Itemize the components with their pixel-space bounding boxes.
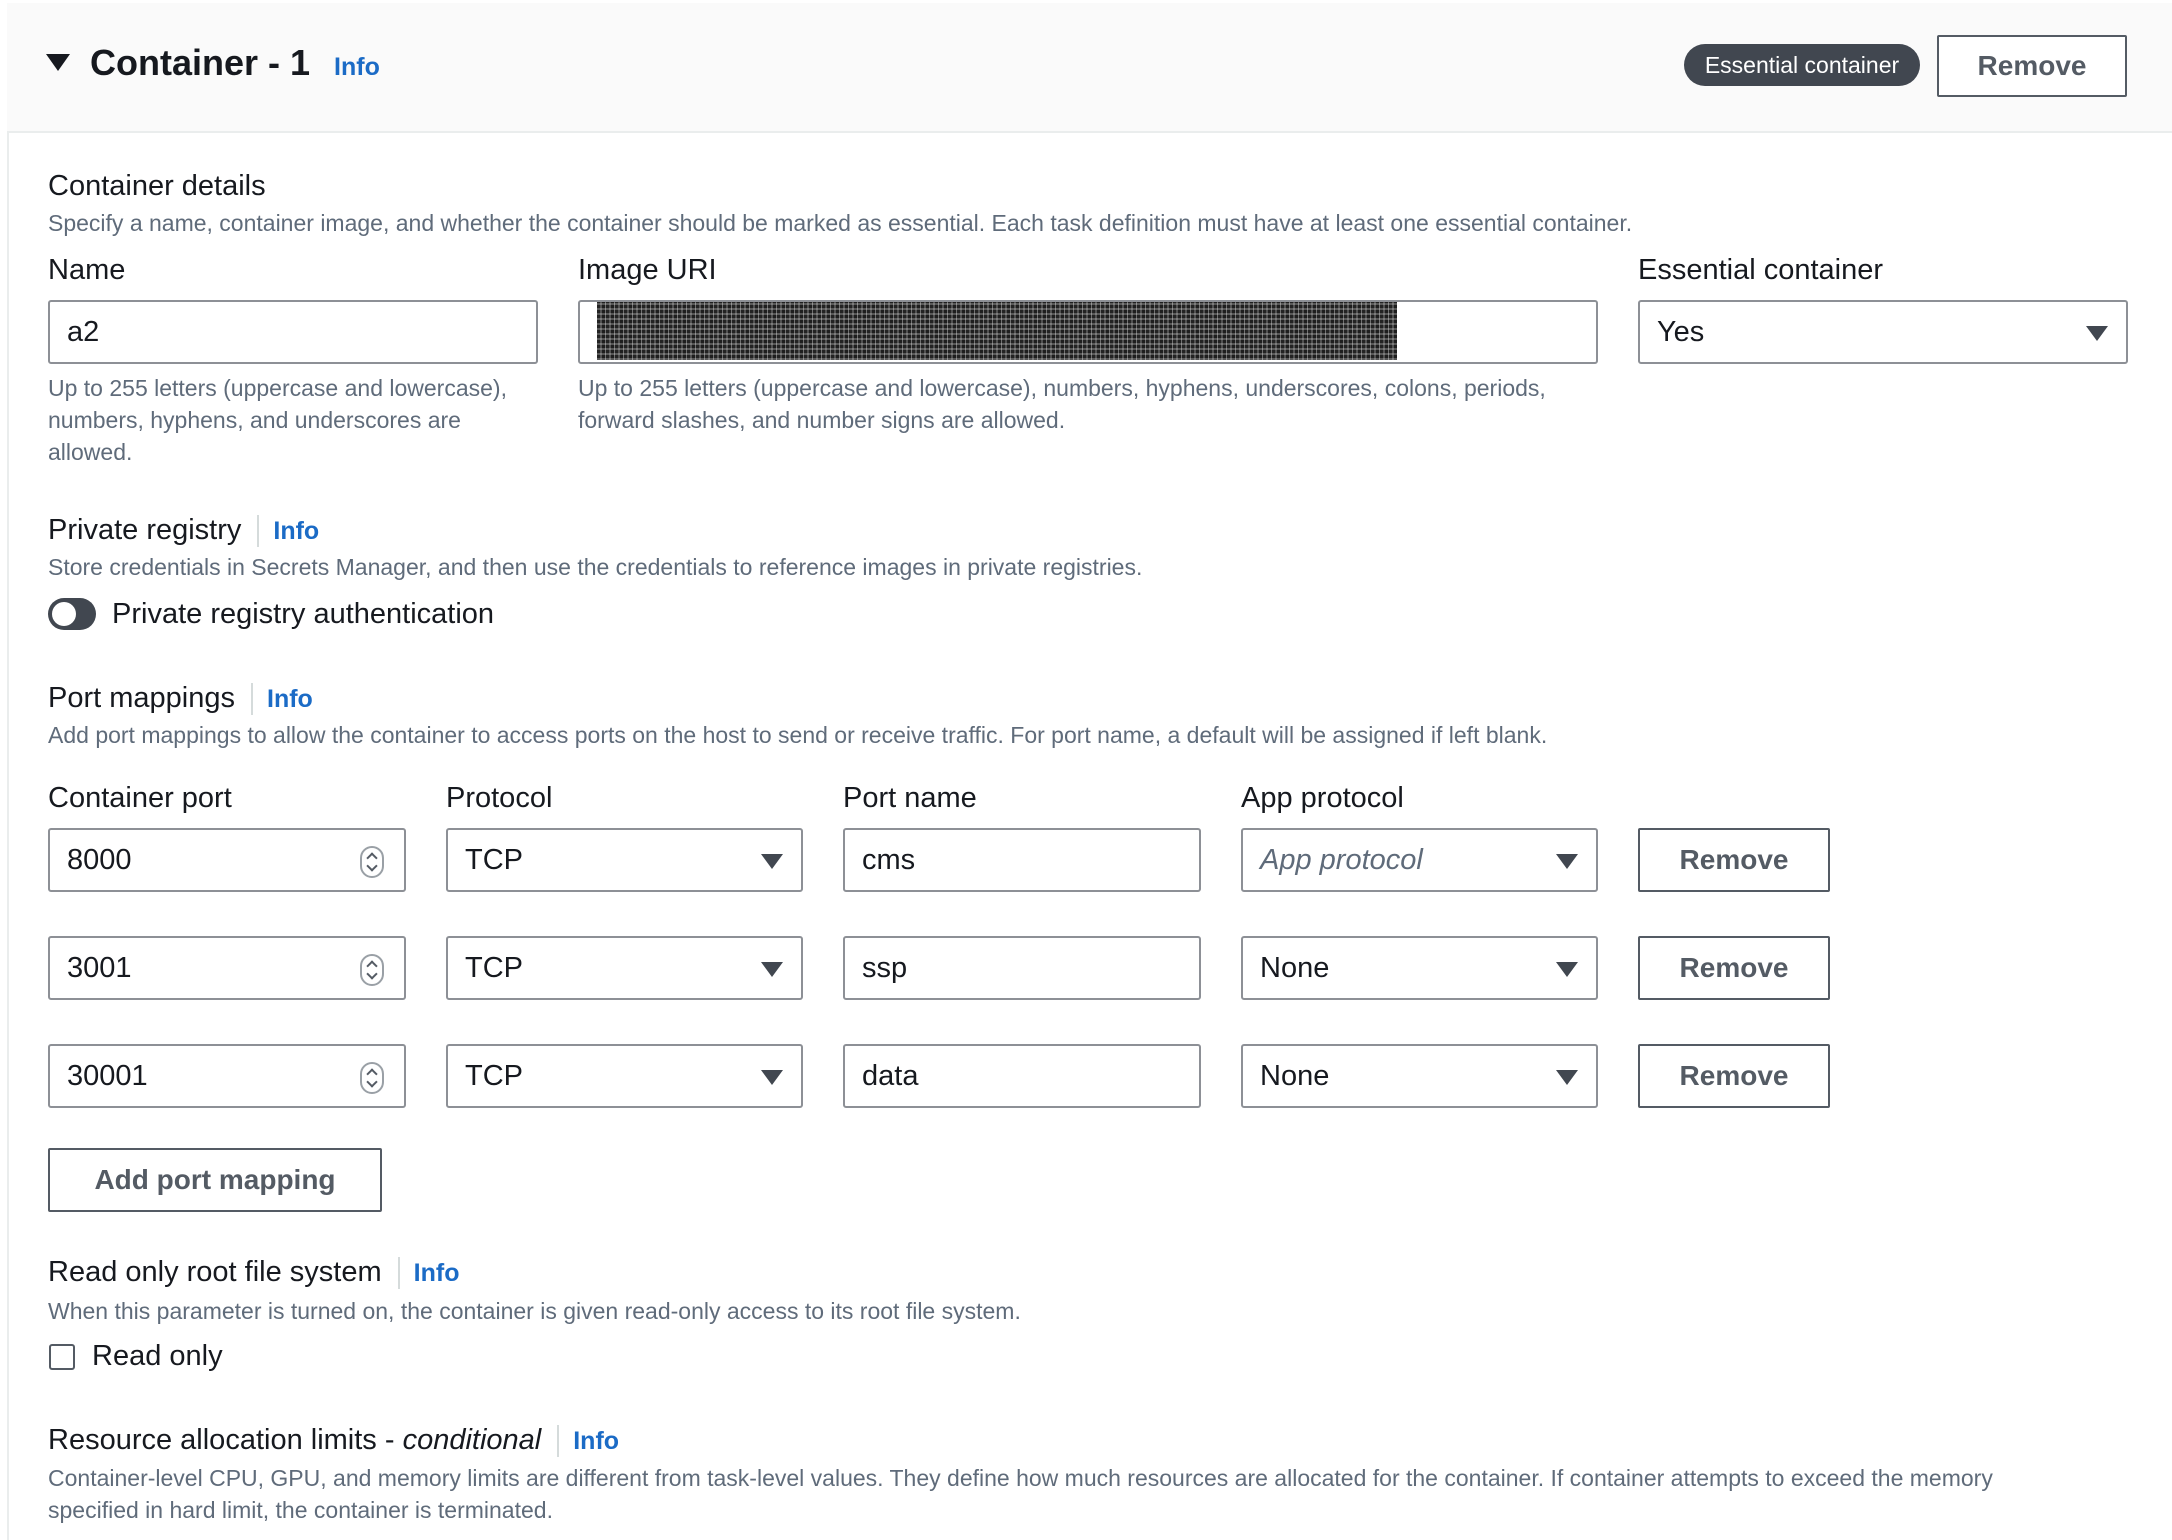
remove-port-mapping-button[interactable]: Remove — [1638, 1044, 1830, 1108]
app-protocol-placeholder: App protocol — [1260, 844, 1423, 876]
app-protocol-select[interactable] — [1241, 936, 1598, 1000]
port-mappings-title — [48, 682, 313, 715]
private-registry-description: Store credentials in Secrets Manager, and then use the credentials to reference images in private registries. — [48, 554, 1143, 580]
app-protocol-value: None — [1260, 1060, 1330, 1092]
collapse-caret-icon[interactable] — [46, 54, 70, 71]
container-port-header: Container port — [48, 782, 232, 814]
app-protocol-select[interactable] — [1241, 1044, 1598, 1108]
container-port-input[interactable] — [48, 828, 406, 892]
read-only-title — [48, 1256, 459, 1289]
stepper-icon[interactable] — [360, 1062, 384, 1094]
resource-limits-title-italic: conditional — [402, 1424, 542, 1456]
essential-container-value: Yes — [1657, 316, 1705, 348]
name-hint-line-3: allowed. — [48, 439, 133, 465]
remove-container-button[interactable]: Remove — [1937, 35, 2127, 97]
image-uri-hint — [578, 372, 1546, 436]
container-port-input[interactable] — [48, 936, 406, 1000]
private-registry-info-link[interactable]: Info — [273, 517, 320, 545]
read-only-title-text: Read only root file system — [48, 1256, 382, 1288]
container-details-description: Specify a name, container image, and whether the container should be marked as essential. Each task definition must have at least one essential container. — [48, 210, 1633, 236]
essential-container-badge: Essential container — [1684, 44, 1920, 86]
port-name-input[interactable]: data — [843, 1044, 1201, 1108]
dropdown-arrow-icon — [761, 962, 783, 977]
read-only-checkbox-label: Read only — [92, 1340, 223, 1372]
app-protocol-select[interactable] — [1241, 828, 1598, 892]
name-input[interactable]: a2 — [48, 300, 538, 364]
image-uri-label: Image URI — [578, 254, 717, 286]
dropdown-arrow-icon — [2086, 326, 2108, 341]
container-title — [90, 42, 380, 84]
title-divider — [398, 1257, 400, 1289]
resource-limits-info-link[interactable]: Info — [573, 1427, 620, 1455]
resource-limits-description-line-2: specified in hard limit, the container is terminated. — [48, 1497, 553, 1523]
port-mappings-info-link[interactable]: Info — [267, 685, 313, 713]
stepper-icon[interactable] — [360, 954, 384, 986]
protocol-select[interactable] — [446, 828, 803, 892]
port-mappings-title-text: Port mappings — [48, 682, 235, 714]
private-registry-title — [48, 514, 319, 547]
dropdown-arrow-icon — [1556, 962, 1578, 977]
image-uri-hint-line-2: forward slashes, and number signs are allowed. — [578, 407, 1066, 433]
dropdown-arrow-icon — [761, 1070, 783, 1085]
port-name-header: Port name — [843, 782, 977, 814]
port-name-input[interactable]: ssp — [843, 936, 1201, 1000]
name-hint-line-2: numbers, hyphens, and underscores are — [48, 407, 461, 433]
protocol-value: TCP — [465, 1060, 523, 1092]
resource-limits-description-line-1: Container-level CPU, GPU, and memory limits are different from task-level values. They define how much resources are allocated for the container. If container attempts to exceed the memory — [48, 1465, 1993, 1491]
resource-limits-description — [48, 1462, 1993, 1526]
protocol-select[interactable] — [446, 1044, 803, 1108]
image-uri-hint-line-1: Up to 255 letters (uppercase and lowercase), numbers, hyphens, underscores, colons, periods, — [578, 375, 1546, 401]
resource-limits-title-text: Resource allocation limits - — [48, 1424, 403, 1456]
protocol-value: TCP — [465, 844, 523, 876]
protocol-select[interactable] — [446, 936, 803, 1000]
app-protocol-header: App protocol — [1241, 782, 1404, 814]
container-details-title: Container details — [48, 170, 266, 202]
remove-port-mapping-button[interactable]: Remove — [1638, 828, 1830, 892]
redacted-image-uri — [597, 302, 1397, 360]
stepper-icon[interactable] — [360, 846, 384, 878]
container-port-input[interactable] — [48, 1044, 406, 1108]
resource-limits-title — [48, 1424, 619, 1457]
essential-container-label: Essential container — [1638, 254, 1884, 286]
title-divider — [251, 683, 253, 715]
essential-container-select[interactable] — [1638, 300, 2128, 364]
protocol-value: TCP — [465, 952, 523, 984]
dropdown-arrow-icon — [1556, 1070, 1578, 1085]
name-label: Name — [48, 254, 126, 286]
remove-port-mapping-button[interactable]: Remove — [1638, 936, 1830, 1000]
container-port-value: 30001 — [67, 1060, 148, 1092]
title-divider — [257, 515, 259, 547]
title-divider — [557, 1425, 559, 1457]
protocol-header: Protocol — [446, 782, 553, 814]
private-registry-title-text: Private registry — [48, 514, 242, 546]
name-hint — [48, 372, 507, 468]
port-mappings-description: Add port mappings to allow the container to access ports on the host to send or receive traffic. For port name, a default will be assigned if left blank. — [48, 722, 1548, 748]
container-port-value: 8000 — [67, 844, 132, 876]
container-title-text: Container - 1 — [90, 42, 311, 83]
dropdown-arrow-icon — [1556, 854, 1578, 869]
container-info-link[interactable]: Info — [334, 53, 380, 81]
dropdown-arrow-icon — [761, 854, 783, 869]
read-only-info-link[interactable]: Info — [413, 1259, 460, 1287]
port-name-input[interactable]: cms — [843, 828, 1201, 892]
private-registry-toggle-label: Private registry authentication — [112, 598, 495, 630]
app-protocol-value: None — [1260, 952, 1330, 984]
container-port-value: 3001 — [67, 952, 132, 984]
read-only-checkbox[interactable] — [49, 1344, 75, 1370]
add-port-mapping-button[interactable]: Add port mapping — [48, 1148, 382, 1212]
name-hint-line-1: Up to 255 letters (uppercase and lowercase), — [48, 375, 507, 401]
read-only-description: When this parameter is turned on, the container is given read-only access to its root file system. — [48, 1298, 1021, 1324]
private-registry-toggle[interactable] — [48, 598, 96, 630]
